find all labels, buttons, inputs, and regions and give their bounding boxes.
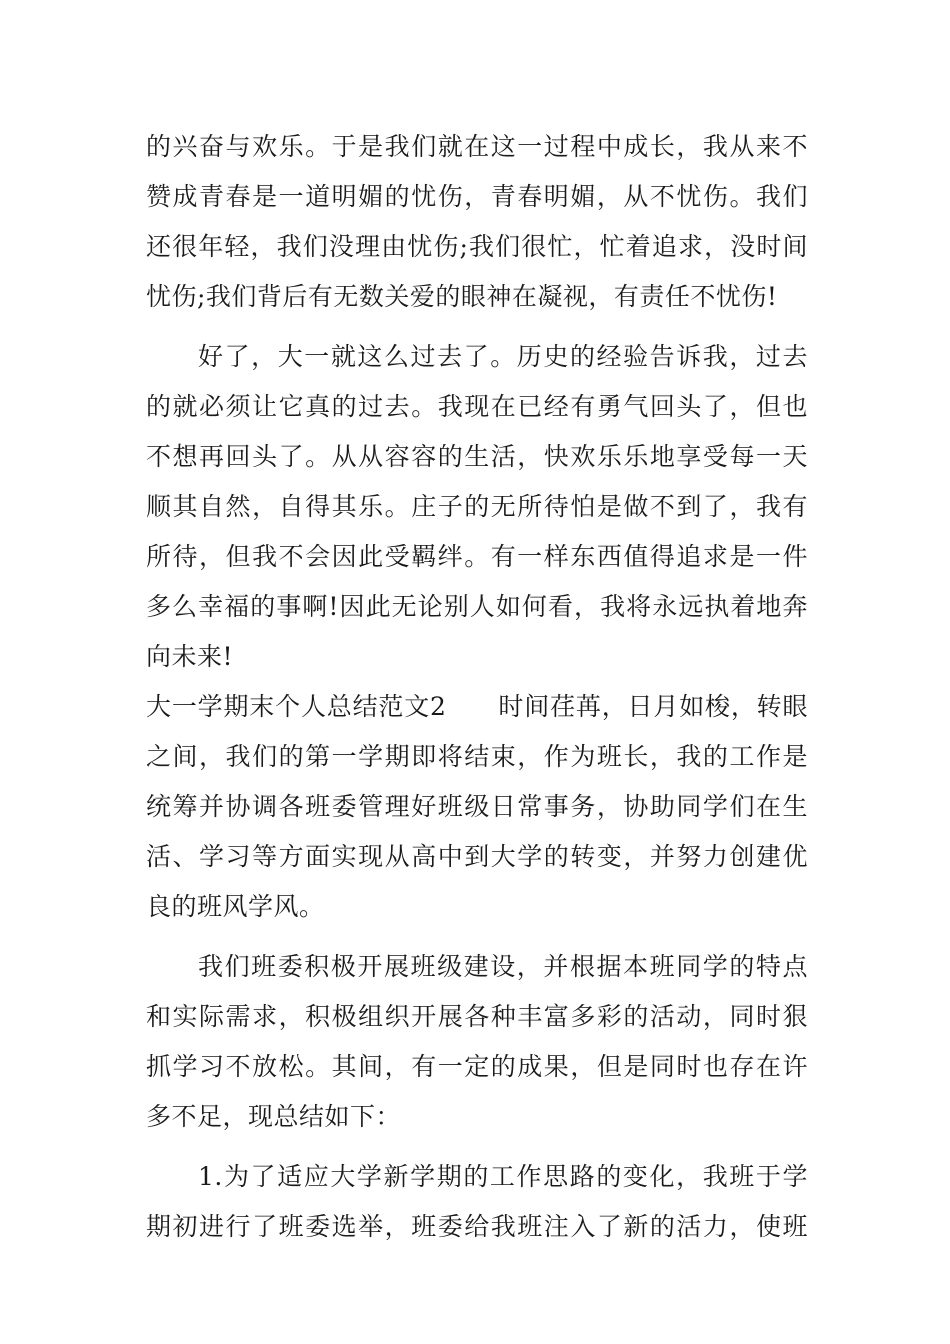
- paragraph-1: [146, 122, 808, 322]
- text-line: 和实际需求，积极组织开展各种丰富多彩的活动，同时狠: [146, 1002, 808, 1031]
- text-line: 所待，但我不会因此受羁绊。有一样东西值得追求是一件: [146, 542, 808, 571]
- text-line: 我们班委积极开展班级建设，并根据本班同学的特点: [198, 952, 808, 981]
- text-line: 多不足，现总结如下：: [146, 1102, 402, 1131]
- text-line: 还很年轻，我们没理由忧伤;我们很忙，忙着追求，没时间: [146, 232, 808, 261]
- paragraph-5: [146, 1152, 808, 1252]
- text-line: 顺其自然，自得其乐。庄子的无所待怕是做不到了，我有: [146, 492, 808, 521]
- text-line: 忧伤;我们背后有无数关爱的眼神在凝视，有责任不忧伤!: [146, 282, 778, 311]
- text-line: 的就必须让它真的过去。我现在已经有勇气回头了，但也: [146, 392, 808, 421]
- text-line: 良的班风学风。: [146, 892, 325, 921]
- text-line: 之间，我们的第一学期即将结束，作为班长，我的工作是: [146, 742, 808, 771]
- text-line: 统筹并协调各班委管理好班级日常事务，协助同学们在生: [146, 792, 808, 821]
- text-line: 好了，大一就这么过去了。历史的经验告诉我，过去: [198, 342, 808, 371]
- text-line: 期初进行了班委选举，班委给我班注入了新的活力，使班: [146, 1212, 808, 1241]
- paragraph-4: [146, 942, 808, 1142]
- text-line: 赞成青春是一道明媚的忧伤，青春明媚，从不忧伤。我们: [146, 182, 808, 211]
- paragraph-3: [146, 682, 808, 932]
- text-line: 抓学习不放松。其间，有一定的成果，但是同时也存在许: [146, 1052, 808, 1081]
- text-line: 向未来!: [146, 642, 234, 671]
- document-body: [146, 122, 808, 1252]
- text-line: 多么幸福的事啊!因此无论别人如何看，我将永远执着地奔: [146, 592, 808, 621]
- text-line: 1.为了适应大学新学期的工作思路的变化，我班于学: [198, 1162, 808, 1191]
- paragraph-2: [146, 332, 808, 682]
- section-title-line: 大一学期末个人总结范文2 时间荏苒，日月如梭，转眼: [146, 692, 808, 721]
- text-line: 活、学习等方面实现从高中到大学的转变，并努力创建优: [146, 842, 808, 871]
- text-line: 的兴奋与欢乐。于是我们就在这一过程中成长，我从来不: [146, 132, 808, 161]
- text-line: 不想再回头了。从从容容的生活，快欢乐乐地享受每一天: [146, 442, 808, 471]
